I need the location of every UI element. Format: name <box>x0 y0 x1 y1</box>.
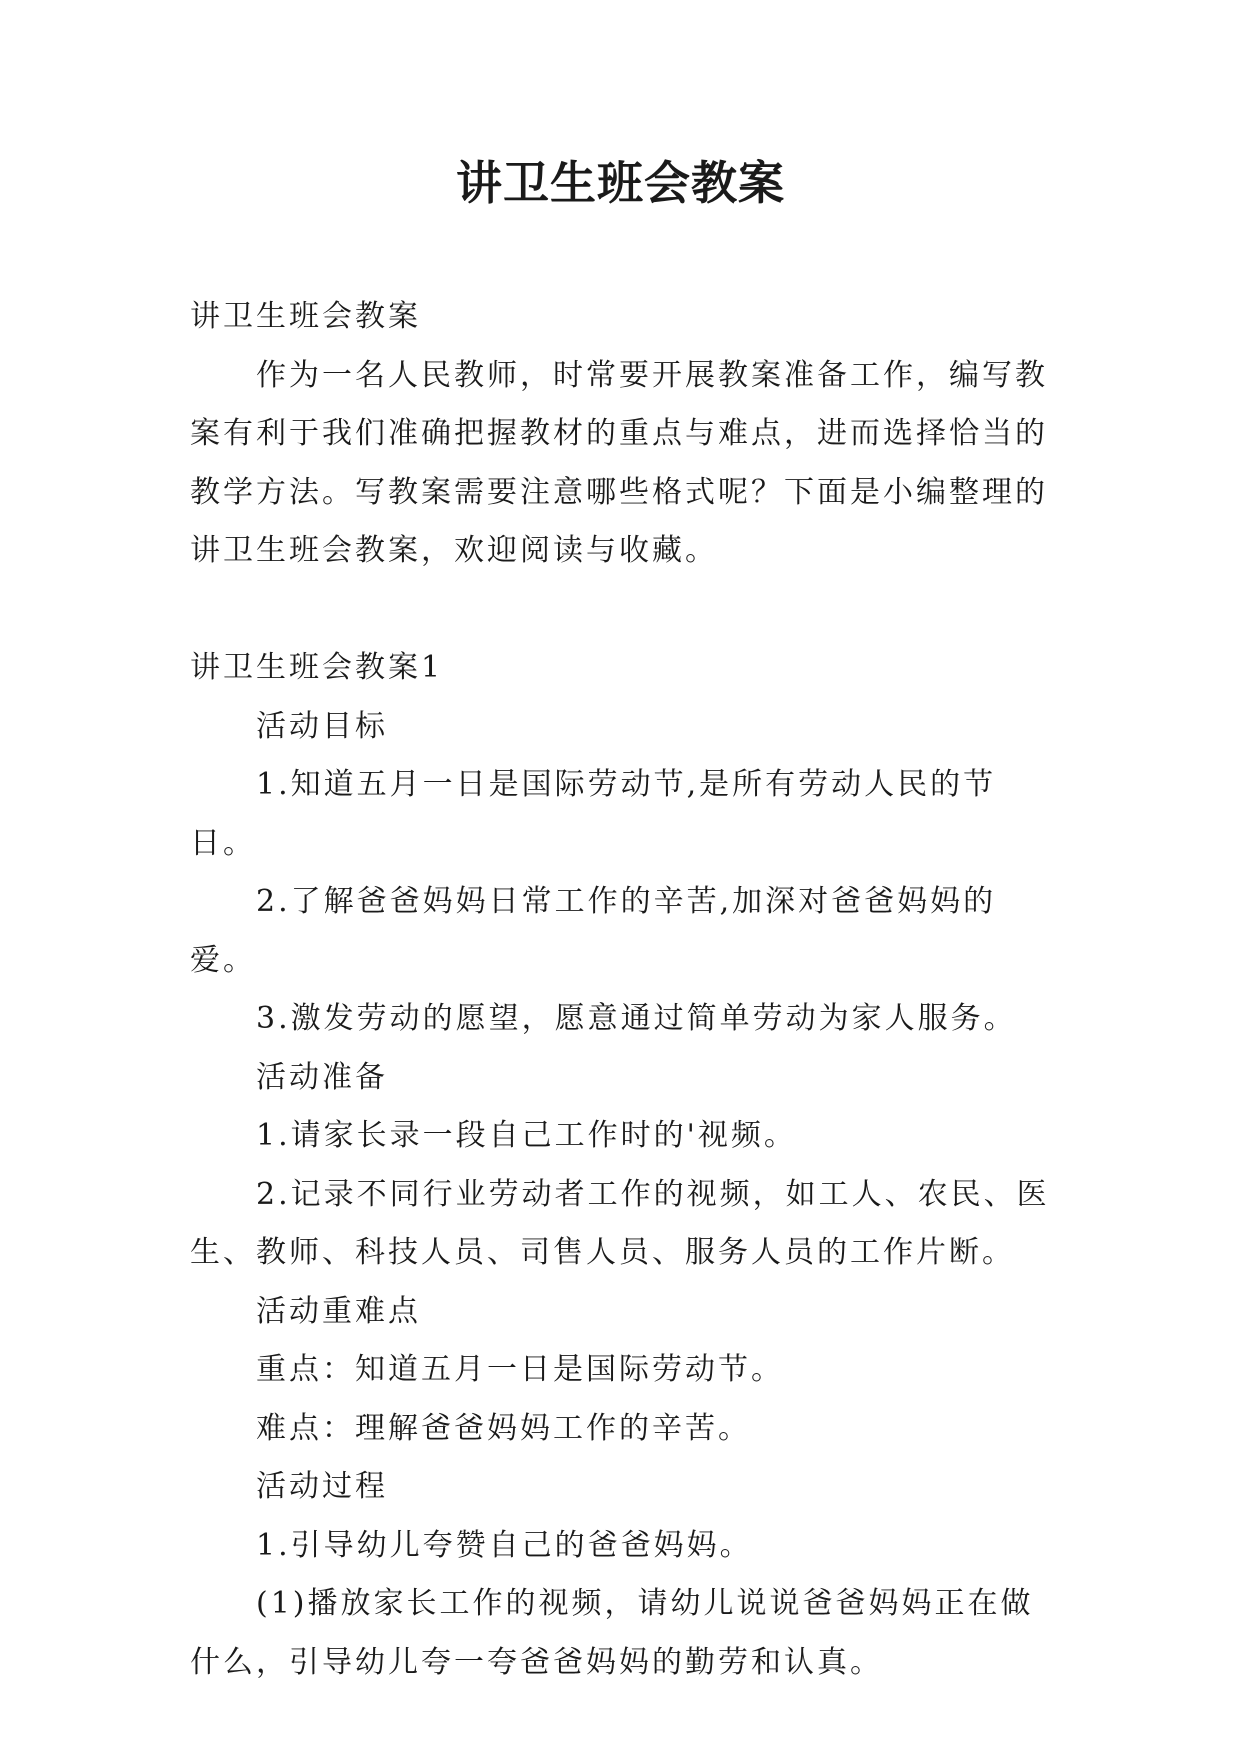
prep-item: 2.记录不同行业劳动者工作的视频，如工人、农民、医生、教师、科技人员、司售人员、服务人员的工作片断。 <box>190 1176 1050 1270</box>
process-item: 1.引导幼儿夸赞自己的爸爸妈妈。 <box>256 1527 753 1563</box>
document-title: 讲卫生班会教案 <box>456 156 785 210</box>
paragraph-spacer <box>190 581 1060 640</box>
difficult-point: 难点：理解爸爸妈妈工作的辛苦。 <box>256 1410 751 1446</box>
intro-paragraph: 作为一名人民教师，时常要开展教案准备工作，编写教案有利于我们准确把握教材的重点与难点，进而选择恰当的教学方法。写教案需要注意哪些格式呢？下面是小编整理的讲卫生班会教案，欢迎阅读与收藏。 <box>190 357 1048 568</box>
goal-item: 3.激发劳动的愿望，愿意通过简单劳动为家人服务。 <box>256 1001 1017 1036</box>
prep-item: 1.请家长录一段自己工作时的'视频。 <box>256 1118 797 1153</box>
key-heading: 活动重难点 <box>256 1293 421 1329</box>
section-title: 讲卫生班会教案1 <box>190 650 444 685</box>
goal-heading: 活动目标 <box>256 708 388 744</box>
subtitle: 讲卫生班会教案 <box>190 299 421 334</box>
goal-item: 2.了解爸爸妈妈日常工作的辛苦,加深对爸爸妈妈的爱。 <box>190 884 997 978</box>
key-point: 重点：知道五月一日是国际劳动节。 <box>256 1352 784 1387</box>
goal-item: 1.知道五月一日是国际劳动节,是所有劳动人民的节日。 <box>190 767 997 861</box>
document-body <box>190 288 1060 1692</box>
process-heading: 活动过程 <box>256 1469 388 1504</box>
process-item: (1)播放家长工作的视频，请幼儿说说爸爸妈妈正在做什么，引导幼儿夸一夸爸爸妈妈的勤劳和认真。 <box>190 1586 1034 1680</box>
prep-heading: 活动准备 <box>256 1059 388 1095</box>
